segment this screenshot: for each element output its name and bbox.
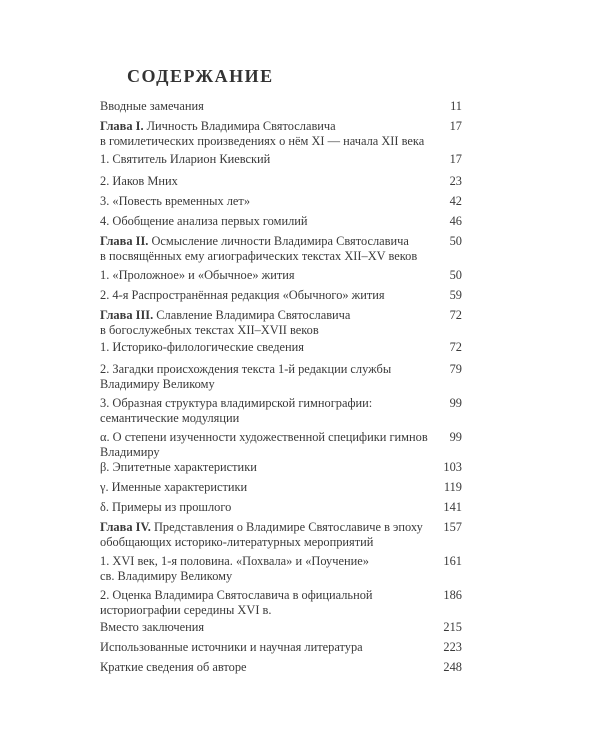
toc-entry — [100, 174, 460, 189]
toc-entry-text: 2. Иаков Мних — [100, 174, 178, 188]
toc-entry — [100, 152, 460, 167]
toc-entry-text: 3. Образная структура владимирской гимнографии: — [100, 396, 373, 410]
page-number: 186 — [443, 588, 462, 602]
page-number: 23 — [449, 174, 462, 188]
toc-entry — [100, 460, 460, 475]
toc-entry-text: Глава I. Личность Владимира Святославича — [100, 119, 336, 133]
toc-entry-text: Краткие сведения об авторе — [100, 660, 247, 674]
toc-entry-text: 3. «Повесть временных лет» — [100, 194, 251, 208]
toc-entry-text: Использованные источники и научная литература — [100, 640, 363, 654]
toc-entry — [100, 119, 460, 149]
page-number: 79 — [449, 362, 462, 376]
page-number: 119 — [443, 480, 462, 494]
toc-entry-text: 1. Святитель Иларион Киевский — [100, 152, 271, 166]
toc-entry-text: в богослужебных текстах XII–XVII веков — [100, 323, 319, 337]
page-number: 50 — [449, 234, 462, 248]
toc-entry — [100, 620, 460, 635]
page-number: 99 — [449, 396, 462, 410]
toc-entry — [100, 362, 460, 392]
toc-entry — [100, 396, 460, 426]
page-number: 103 — [443, 460, 462, 474]
page-number: 17 — [449, 119, 462, 133]
toc-entry-text: γ. Именные характеристики — [100, 480, 248, 494]
toc-entry-text: 1. Историко-филологические сведения — [100, 340, 304, 354]
toc-entry — [100, 99, 460, 114]
page-number: 17 — [449, 152, 462, 166]
page-number: 72 — [449, 340, 462, 354]
toc-entry-text: 2. Загадки происхождения текста 1-й редакции службы — [100, 362, 392, 376]
toc-entry-text: Глава III. Славление Владимира Святославича — [100, 308, 351, 322]
toc-entry-text: 1. XVI век, 1-я половина. «Похвала» и «Поучение» — [100, 554, 369, 568]
page-number: 11 — [450, 99, 462, 113]
toc-entry-text: Глава IV. Представления о Владимире Святославиче в эпоху — [100, 520, 423, 534]
page-number: 161 — [443, 554, 462, 568]
toc-entry — [100, 308, 460, 338]
toc-entry-text: 2. 4-я Распространённая редакция «Обычного» жития — [100, 288, 385, 302]
toc-entry-text: семантические модуляции — [100, 411, 240, 425]
toc-entry — [100, 340, 460, 355]
toc-entry — [100, 660, 460, 675]
toc-entry — [100, 500, 460, 515]
toc-entry-text: обобщающих историко-литературных мероприятий — [100, 535, 374, 549]
toc-entry-text: α. О степени изученности художественной специфики гимнов — [100, 430, 428, 444]
toc-entry-text: в гомилетических произведениях о нём XI — начала XII века — [100, 134, 425, 148]
chapter-label: Глава I. — [100, 119, 144, 133]
page-number: 59 — [449, 288, 462, 302]
toc-entry — [100, 640, 460, 655]
page-number: 50 — [449, 268, 462, 282]
toc-entry — [100, 430, 460, 460]
toc-entry — [100, 234, 460, 264]
page-number: 46 — [449, 214, 462, 228]
page-number: 72 — [449, 308, 462, 322]
toc-entry — [100, 268, 460, 283]
toc-entry-text: 1. «Проложное» и «Обычное» жития — [100, 268, 295, 282]
chapter-label: Глава IV. — [100, 520, 151, 534]
toc-entry-text: δ. Примеры из прошлого — [100, 500, 232, 514]
toc-entry — [100, 288, 460, 303]
page-number: 215 — [443, 620, 462, 634]
page-number: 223 — [443, 640, 462, 654]
toc-entry-text: β. Эпитетные характеристики — [100, 460, 257, 474]
toc-entry-text: св. Владимиру Великому — [100, 569, 233, 583]
toc-entry-text: Вместо заключения — [100, 620, 205, 634]
toc-entry — [100, 214, 460, 229]
toc-entry-text: Глава II. Осмысление личности Владимира Святославича — [100, 234, 409, 248]
toc-entry-text: историографии середины XVI в. — [100, 603, 272, 617]
toc-entry-text: Вводные замечания — [100, 99, 204, 113]
page-title: СОДЕРЖАНИЕ — [127, 66, 274, 86]
toc-entry — [100, 194, 460, 209]
toc-entry — [100, 480, 460, 495]
page-number: 248 — [443, 660, 462, 674]
toc-entry-text: в посвящённых ему агиографических текстах XII–XV веков — [100, 249, 418, 263]
page-number: 157 — [443, 520, 462, 534]
page-number: 99 — [449, 430, 462, 444]
chapter-label: Глава III. — [100, 308, 154, 322]
toc-entry — [100, 554, 460, 584]
chapter-label: Глава II. — [100, 234, 149, 248]
toc-entry — [100, 520, 460, 550]
toc-entry-text: Владимиру — [100, 445, 160, 459]
page-number: 42 — [449, 194, 462, 208]
toc-entry-text: 4. Обобщение анализа первых гомилий — [100, 214, 308, 228]
toc-entry-text: 2. Оценка Владимира Святославича в официальной — [100, 588, 373, 602]
toc-entry — [100, 588, 460, 618]
page-number: 141 — [443, 500, 462, 514]
toc-entry-text: Владимиру Великому — [100, 377, 215, 391]
